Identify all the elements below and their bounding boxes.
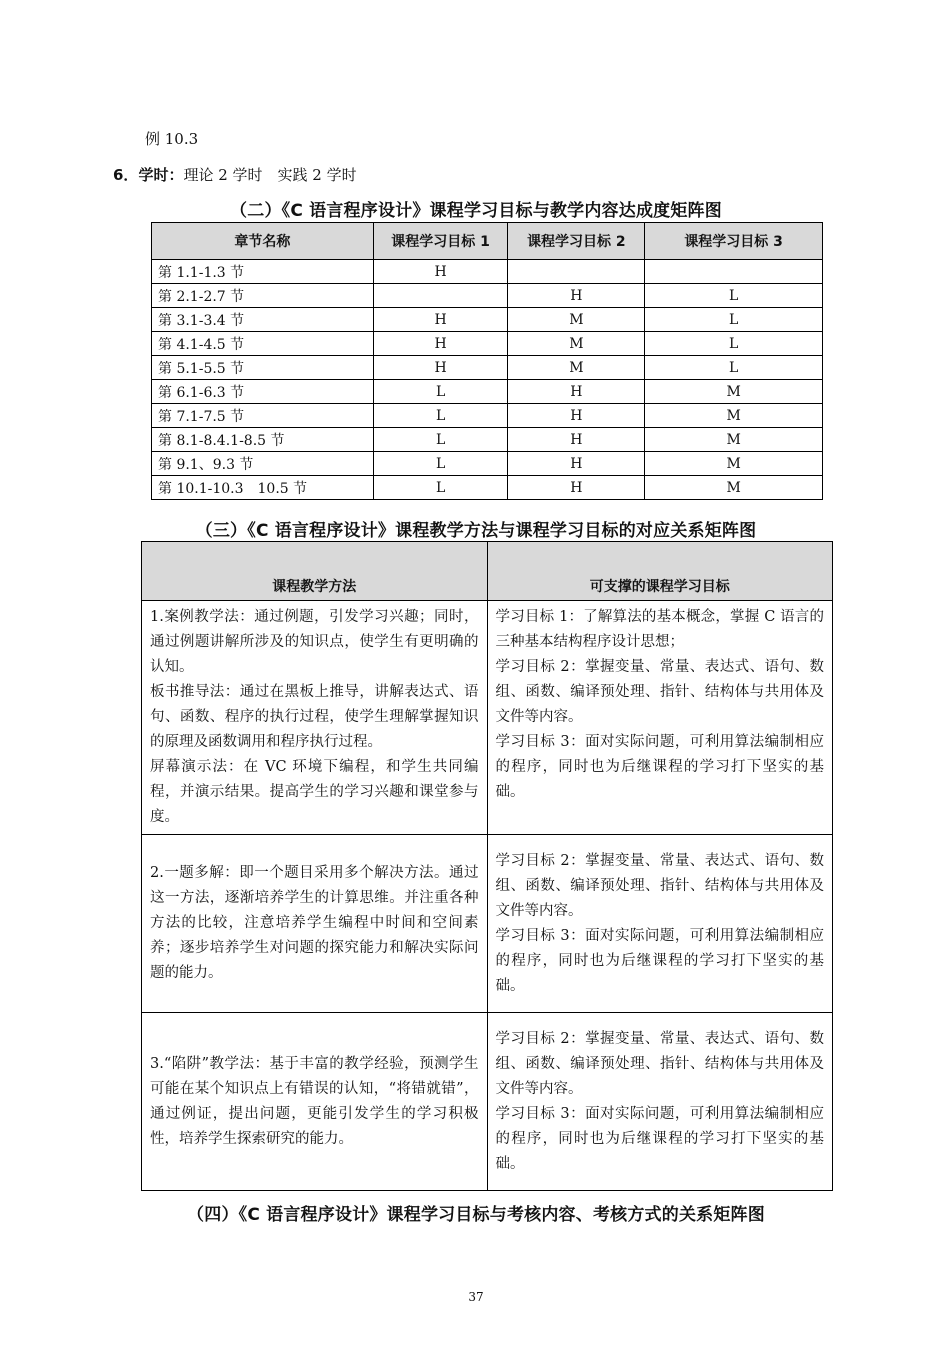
goal-level-cell: M	[645, 380, 823, 404]
matrix2-row	[142, 835, 833, 1013]
goal-paragraph: 学习目标 3：面对实际问题，可利用算法编制相应的程序，同时也为后继课程的学习打下坚实的基础。	[495, 734, 824, 800]
goal-level-cell: L	[373, 380, 508, 404]
goal-level-cell: H	[508, 404, 645, 428]
goal-level-cell: L	[373, 476, 508, 500]
goal-paragraph: 学习目标 3：面对实际问题，可利用算法编制相应的程序，同时也为后继课程的学习打下坚实的基础。	[495, 927, 824, 994]
page-number: 37	[468, 1290, 484, 1304]
teaching-method-cell	[142, 601, 488, 835]
hours-value: 理论 2 学时 实践 2 学时	[183, 166, 357, 184]
goal-level-cell: M	[508, 356, 645, 380]
goal-paragraph: 学习目标 2：掌握变量、常量、表达式、语句、数组、函数、编译预处理、指针、结构体与共用体及文件等内容。	[495, 1030, 824, 1097]
matrix1-header-row	[152, 223, 823, 260]
goal-level-cell: H	[373, 332, 508, 356]
chapter-name-cell: 第 2.1-2.7 节	[152, 284, 374, 308]
goal-level-cell: H	[508, 452, 645, 476]
method-paragraph: 板书推导法：通过在黑板上推导，讲解表达式、语句、函数、程序的执行过程，使学生理解掌握知识的原理及函数调用和程序执行过程。	[150, 684, 479, 750]
goal-level-cell: M	[508, 308, 645, 332]
section3-title: （三）《C 语言程序设计》课程教学方法与课程学习目标的对应关系矩阵图	[195, 521, 757, 541]
matrix1-row	[152, 452, 823, 476]
matrix2-header: 课程教学方法	[142, 542, 488, 601]
goal-level-cell	[508, 260, 645, 284]
method-paragraph: 2.一题多解：即一个题目采用多个解决方法。通过这一方法，逐渐培养学生的计算思维。并注重各种方法的比较，注意培养学生编程中时间和空间素养；逐步培养学生对问题的探究能力和解决实际问题的能力。	[150, 865, 479, 981]
matrix1-row	[152, 332, 823, 356]
hours-line	[113, 164, 357, 185]
goal-level-cell: M	[645, 404, 823, 428]
goal-level-cell: L	[645, 356, 823, 380]
goal-level-cell: H	[508, 428, 645, 452]
matrix1-header: 课程学习目标 2	[508, 223, 645, 260]
supported-goals-cell	[487, 601, 832, 835]
goal-paragraph: 学习目标 2：掌握变量、常量、表达式、语句、数组、函数、编译预处理、指针、结构体与共用体及文件等内容。	[495, 852, 824, 919]
supported-goals-cell	[487, 835, 832, 1013]
chapter-name-cell: 第 1.1-1.3 节	[152, 260, 374, 284]
method-goal-matrix	[141, 541, 833, 1191]
goal-paragraph: 学习目标 1：了解算法的基本概念，掌握 C 语言的三种基本结构程序设计思想；	[495, 609, 824, 650]
matrix1-header: 章节名称	[152, 223, 374, 260]
section4-title: （四）《C 语言程序设计》课程学习目标与考核内容、考核方式的关系矩阵图	[187, 1205, 765, 1225]
matrix1-row	[152, 428, 823, 452]
matrix2-header: 可支撑的课程学习目标	[487, 542, 832, 601]
goal-paragraph: 学习目标 2：掌握变量、常量、表达式、语句、数组、函数、编译预处理、指针、结构体与共用体及文件等内容。	[495, 659, 824, 725]
example-line: 例 10.3	[145, 130, 199, 148]
goal-level-cell: L	[373, 404, 508, 428]
goal-level-cell: H	[373, 356, 508, 380]
teaching-method-cell	[142, 1013, 488, 1191]
supported-goals-cell	[487, 1013, 832, 1191]
goal-level-cell: H	[508, 380, 645, 404]
matrix1-row	[152, 404, 823, 428]
section2-title: （二）《C 语言程序设计》课程学习目标与教学内容达成度矩阵图	[230, 201, 722, 221]
matrix1-row	[152, 260, 823, 284]
matrix2-header-row	[142, 542, 833, 601]
goal-level-cell	[373, 284, 508, 308]
matrix1-body	[152, 260, 823, 500]
chapter-name-cell: 第 5.1-5.5 节	[152, 356, 374, 380]
goal-level-cell: L	[645, 332, 823, 356]
chapter-name-cell: 第 6.1-6.3 节	[152, 380, 374, 404]
matrix2-row	[142, 1013, 833, 1191]
goal-level-cell: M	[508, 332, 645, 356]
matrix1-row	[152, 308, 823, 332]
matrix1-row	[152, 476, 823, 500]
method-paragraph: 3.“陷阱”教学法：基于丰富的教学经验，预测学生可能在某个知识点上有错误的认知，“将错就错”，通过例证，提出问题，更能引发学生的学习积极性，培养学生探索研究的能力。	[150, 1055, 479, 1147]
hours-label: 学时：	[138, 166, 184, 184]
method-paragraph: 屏幕演示法：在 VC 环境下编程，和学生共同编程，并演示结果。提高学生的学习兴趣和课堂参与度。	[150, 759, 479, 825]
goal-level-cell: H	[508, 476, 645, 500]
goal-level-cell: H	[373, 308, 508, 332]
hours-number: 6．	[113, 166, 139, 184]
chapter-name-cell: 第 3.1-3.4 节	[152, 308, 374, 332]
goal-level-cell: L	[373, 428, 508, 452]
matrix1-row	[152, 356, 823, 380]
matrix1-row	[152, 284, 823, 308]
matrix1-row	[152, 380, 823, 404]
goal-level-cell: L	[373, 452, 508, 476]
chapter-name-cell: 第 10.1-10.3 10.5 节	[152, 476, 374, 500]
goal-level-cell: M	[645, 452, 823, 476]
matrix1-header: 课程学习目标 1	[373, 223, 508, 260]
chapter-name-cell: 第 9.1、9.3 节	[152, 452, 374, 476]
goal-level-cell: H	[373, 260, 508, 284]
method-paragraph: 1.案例教学法：通过例题，引发学习兴趣；同时，通过例题讲解所涉及的知识点，使学生有更明确的认知。	[150, 609, 479, 675]
goal-level-cell	[645, 260, 823, 284]
matrix1-header: 课程学习目标 3	[645, 223, 823, 260]
teaching-method-cell	[142, 835, 488, 1013]
goal-content-matrix	[151, 222, 823, 500]
matrix2-body	[142, 601, 833, 1191]
goal-level-cell: M	[645, 476, 823, 500]
goal-level-cell: L	[645, 308, 823, 332]
matrix2-row	[142, 601, 833, 835]
chapter-name-cell: 第 8.1-8.4.1-8.5 节	[152, 428, 374, 452]
goal-level-cell: M	[645, 428, 823, 452]
goal-paragraph: 学习目标 3：面对实际问题，可利用算法编制相应的程序，同时也为后继课程的学习打下坚实的基础。	[495, 1105, 824, 1172]
chapter-name-cell: 第 4.1-4.5 节	[152, 332, 374, 356]
chapter-name-cell: 第 7.1-7.5 节	[152, 404, 374, 428]
goal-level-cell: H	[508, 284, 645, 308]
goal-level-cell: L	[645, 284, 823, 308]
